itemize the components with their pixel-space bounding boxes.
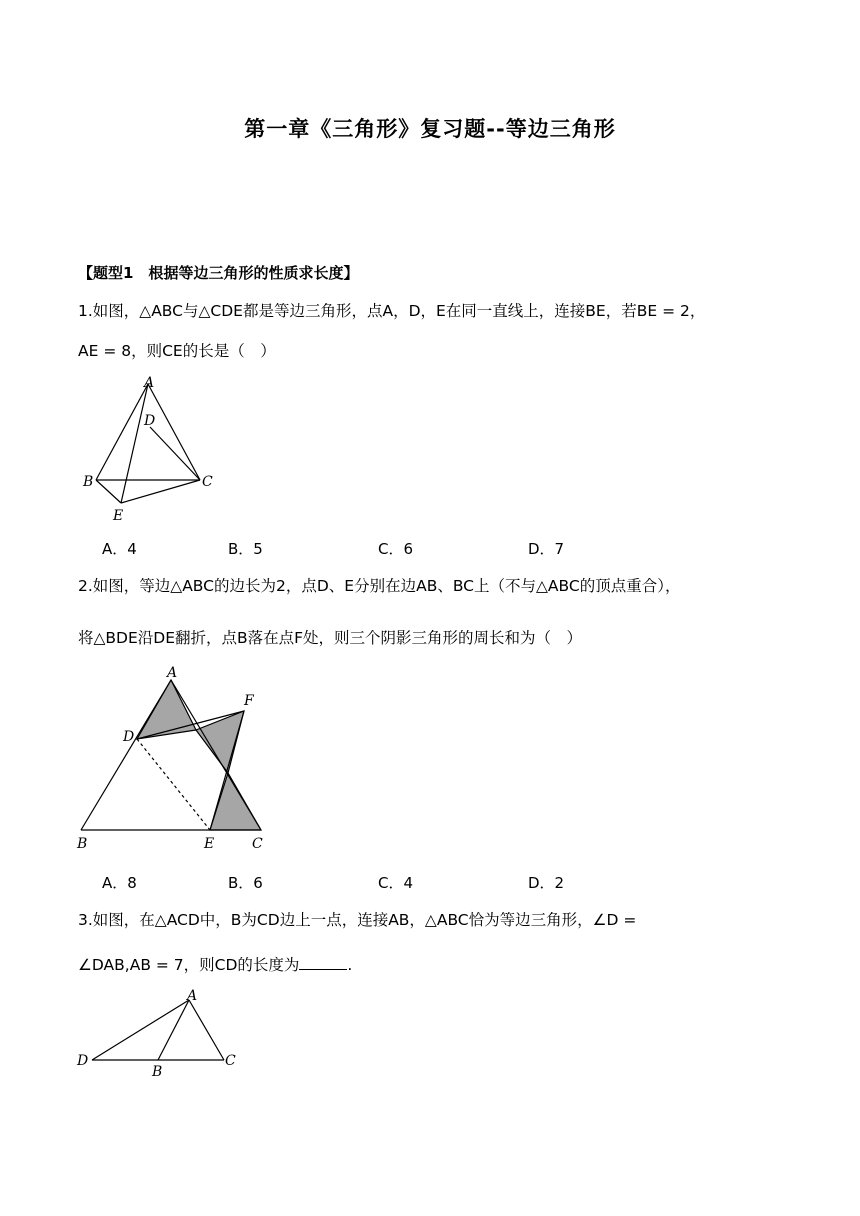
q2-segment-de-dashed — [137, 739, 210, 830]
q1-label-e: E — [113, 508, 124, 524]
q2-shaded-triangle-top — [137, 680, 196, 739]
q3-line2-end: . — [347, 956, 353, 974]
q1-option-d[interactable]: D．7 — [528, 540, 565, 558]
q1-line2: AE = 8，则CE的长是（ ） — [78, 342, 276, 360]
q3-label-c: C — [225, 1053, 236, 1069]
q2-shaded-triangle-right — [196, 711, 244, 773]
q1-label-b: B — [83, 474, 94, 490]
page-title: 第一章《三角形》复习题--等边三角形 — [244, 117, 616, 141]
q2-option-b[interactable]: B．6 — [228, 874, 263, 892]
q2-label-d: D — [123, 729, 135, 745]
q3-label-b: B — [152, 1064, 163, 1080]
q2-figure — [70, 660, 280, 860]
q2-label-f: F — [244, 693, 254, 709]
q3-answer-blank[interactable] — [299, 955, 347, 970]
q3-label-a: A — [187, 988, 198, 1004]
q3-line2 — [78, 955, 352, 974]
q1-segment-ae — [121, 384, 148, 503]
q1-line1: 1.如图，△ABC与△CDE都是等边三角形，点A，D，E在同一直线上，连接BE，若BE = 2， — [78, 302, 706, 320]
q2-line1: 2.如图，等边△ABC的边长为2，点D、E分别在边AB、BC上（不与△ABC的顶点重合）， — [78, 577, 681, 595]
q1-label-a: A — [144, 375, 155, 391]
q2-label-c: C — [252, 836, 263, 852]
q2-option-a[interactable]: A．8 — [102, 874, 137, 892]
q3-segment-ac — [189, 1000, 224, 1060]
q1-segment-ec — [121, 480, 200, 503]
q3-line2-text: ∠DAB,AB = 7，则CD的长度为 — [78, 956, 300, 974]
q1-label-d: D — [144, 413, 156, 429]
q3-label-d: D — [77, 1053, 89, 1069]
q2-label-b: B — [77, 836, 88, 852]
q1-segment-ac — [148, 384, 200, 480]
q1-option-b[interactable]: B．5 — [228, 540, 263, 558]
q3-figure — [70, 985, 250, 1080]
q1-option-a[interactable]: A．4 — [102, 540, 137, 558]
q1-option-c[interactable]: C．6 — [378, 540, 414, 558]
q2-label-a: A — [167, 665, 178, 681]
q2-label-e: E — [204, 836, 215, 852]
q1-segment-be — [96, 480, 121, 503]
q1-figure — [78, 370, 228, 530]
q3-segment-da — [92, 1000, 189, 1060]
section-heading: 【题型1 根据等边三角形的性质求长度】 — [78, 264, 359, 282]
q2-segment-ab — [81, 680, 171, 830]
q3-line1: 3.如图，在△ACD中，B为CD边上一点，连接AB，△ABC恰为等边三角形，∠D = — [78, 911, 637, 929]
q1-segment-ab — [96, 384, 148, 480]
q2-option-c[interactable]: C．4 — [378, 874, 414, 892]
q1-label-c: C — [202, 474, 213, 490]
q2-option-d[interactable]: D．2 — [528, 874, 565, 892]
q2-line2: 将△BDE沿DE翻折，点B落在点F处，则三个阴影三角形的周长和为（ ） — [78, 629, 583, 647]
